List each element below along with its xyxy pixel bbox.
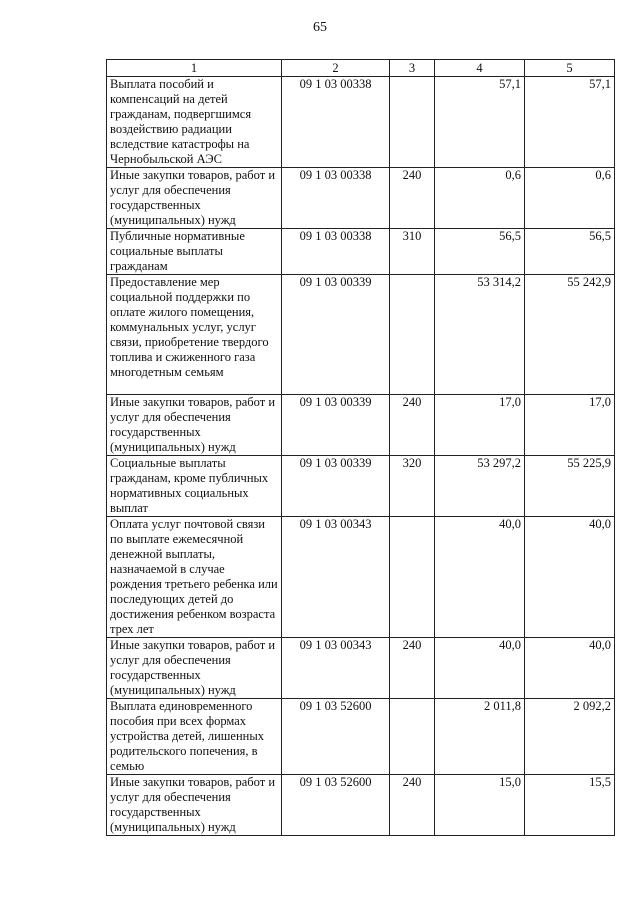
table-row [107,395,615,456]
row-code: 09 1 03 52600 [282,699,390,775]
column-header: 4 [435,60,525,77]
table-row [107,456,615,517]
row-code: 09 1 03 00338 [282,168,390,229]
budget-table [106,59,615,836]
row-code: 09 1 03 00339 [282,456,390,517]
table-row [107,775,615,836]
column-header: 2 [282,60,390,77]
column-header: 5 [525,60,615,77]
table-row [107,275,615,395]
row-name: Выплата единовременного пособия при всех формах устройства детей, лишенных родительского попечения, в семью [107,699,282,775]
row-name: Социальные выплаты гражданам, кроме публичных нормативных социальных выплат [107,456,282,517]
row-code: 09 1 03 00338 [282,77,390,168]
row-code: 09 1 03 52600 [282,775,390,836]
table-header-row [107,60,615,77]
row-name: Предоставление мер социальной поддержки по оплате жилого помещения, коммунальных услуг, услуг связи, приобретение твердого топлива и сжиженного газа многодетным семьям [107,275,282,395]
row-value-col4: 53 297,2 [435,456,525,517]
row-type: 320 [390,456,435,517]
row-type: 240 [390,395,435,456]
row-name: Иные закупки товаров, работ и услуг для обеспечения государственных (муниципальных) нужд [107,395,282,456]
row-code: 09 1 03 00343 [282,517,390,638]
row-value-col4: 0,6 [435,168,525,229]
row-type: 310 [390,229,435,275]
row-name: Выплата пособий и компенсаций на детей гражданам, подвергшимся воздействию радиации вследствие катастрофы на Чернобыльской АЭС [107,77,282,168]
row-name: Публичные нормативные социальные выплаты гражданам [107,229,282,275]
row-value-col5: 57,1 [525,77,615,168]
row-value-col5: 55 225,9 [525,456,615,517]
row-code: 09 1 03 00338 [282,229,390,275]
row-type: 240 [390,775,435,836]
row-name: Оплата услуг почтовой связи по выплате ежемесячной денежной выплаты, назначаемой в случае рождения третьего ребенка или последующих детей до достижения ребенком возраста трех лет [107,517,282,638]
row-value-col5: 40,0 [525,517,615,638]
row-type: 240 [390,168,435,229]
row-value-col4: 2 011,8 [435,699,525,775]
table-row [107,168,615,229]
row-value-col5: 2 092,2 [525,699,615,775]
row-value-col4: 15,0 [435,775,525,836]
row-type [390,699,435,775]
row-value-col4: 40,0 [435,638,525,699]
row-code: 09 1 03 00343 [282,638,390,699]
row-value-col4: 57,1 [435,77,525,168]
table-row [107,699,615,775]
row-value-col5: 15,5 [525,775,615,836]
column-header: 1 [107,60,282,77]
page-number: 65 [313,20,327,35]
row-value-col5: 0,6 [525,168,615,229]
table-row [107,77,615,168]
table-row [107,229,615,275]
row-value-col4: 56,5 [435,229,525,275]
row-code: 09 1 03 00339 [282,395,390,456]
row-type [390,517,435,638]
row-value-col4: 53 314,2 [435,275,525,395]
row-code: 09 1 03 00339 [282,275,390,395]
row-value-col4: 17,0 [435,395,525,456]
row-value-col5: 40,0 [525,638,615,699]
row-value-col5: 55 242,9 [525,275,615,395]
row-type [390,77,435,168]
row-name: Иные закупки товаров, работ и услуг для обеспечения государственных (муниципальных) нужд [107,775,282,836]
row-value-col4: 40,0 [435,517,525,638]
row-type: 240 [390,638,435,699]
row-value-col5: 17,0 [525,395,615,456]
column-header: 3 [390,60,435,77]
row-name: Иные закупки товаров, работ и услуг для обеспечения государственных (муниципальных) нужд [107,168,282,229]
table-row [107,517,615,638]
row-value-col5: 56,5 [525,229,615,275]
row-type [390,275,435,395]
table-row [107,638,615,699]
row-name: Иные закупки товаров, работ и услуг для обеспечения государственных (муниципальных) нужд [107,638,282,699]
